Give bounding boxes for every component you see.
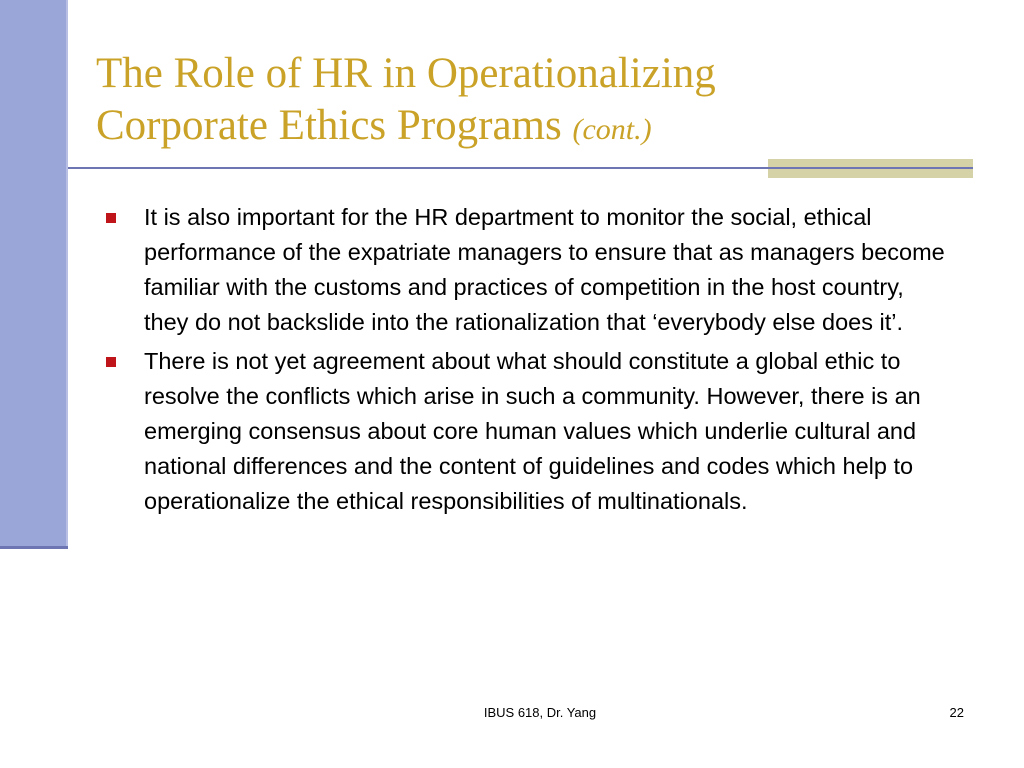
sidebar-bottom-rule [0,546,68,549]
title-continued: (cont.) [572,113,652,146]
footer-text: IBUS 618, Dr. Yang [483,705,597,720]
bullet-item [104,200,954,340]
bullet-item [104,344,954,519]
square-bullet-icon [106,357,116,367]
slide-body [104,200,954,523]
title-divider-accent-line [768,167,973,169]
page-number: 22 [949,705,964,720]
square-bullet-icon [106,213,116,223]
bullet-text: There is not yet agreement about what should constitute a global ethic to resolve the conflicts which arise in such a community. However, there is an emerging consensus about core human values which underlie cultural and national differences and the content of guidelines and codes which help to operationalize the ethical responsibilities of multinationals. [144,348,921,514]
sidebar-decoration [0,0,66,548]
title-divider [68,167,768,169]
title-line-2: Corporate Ethics Programs [96,102,562,149]
title-line-1: The Role of HR in Operationalizing [96,50,716,97]
bullet-text: It is also important for the HR department to monitor the social, ethical performance of the expatriate managers to ensure that as managers become familiar with the customs and practices of competition in the host country, they do not backslide into the rationalization that ‘everybody else does it’. [144,204,945,335]
sidebar-edge [66,0,68,549]
slide-title [96,48,976,156]
